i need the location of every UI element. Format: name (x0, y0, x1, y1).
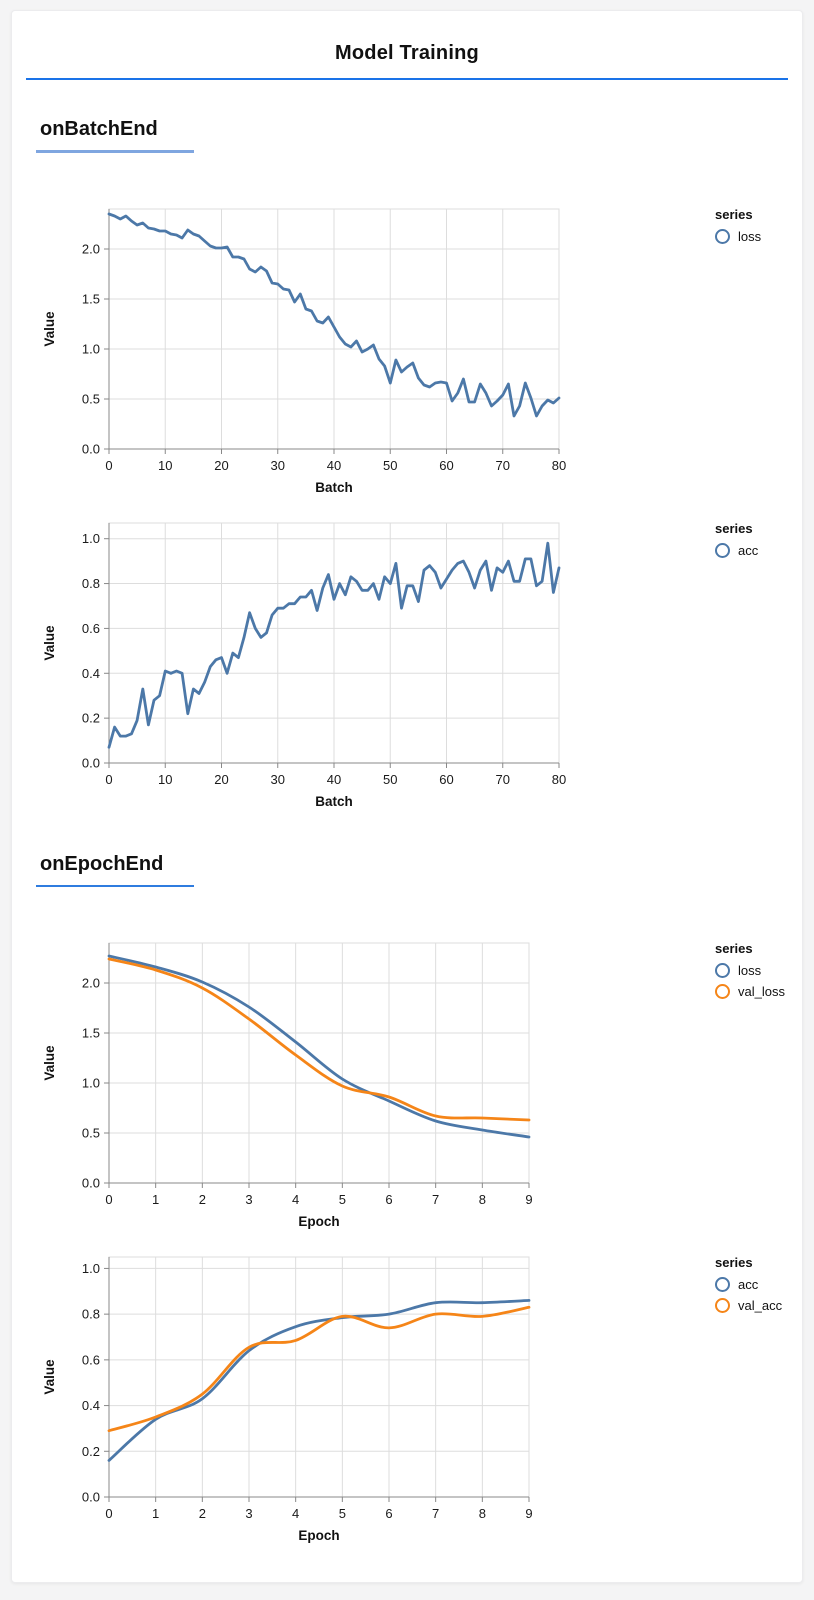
axes (104, 943, 529, 1188)
x-tick-label: 40 (326, 458, 342, 473)
legend-item-val_acc (715, 1298, 814, 1313)
legend (715, 1249, 814, 1319)
x-tick-label: 0 (105, 1506, 113, 1521)
legend-title: series (715, 1255, 753, 1270)
legend-ring-icon (715, 1298, 730, 1313)
x-tick-label: 8 (478, 1506, 486, 1521)
chart-acc-val_acc-vs-epoch (40, 1249, 802, 1549)
y-tick-label: 2.0 (81, 241, 100, 257)
x-tick-label: 10 (158, 458, 173, 473)
chart-plot (40, 1249, 715, 1549)
legend-item-acc (715, 543, 814, 558)
axes (104, 209, 559, 454)
y-axis-title: Value (42, 1359, 57, 1395)
y-tick-label: 0.8 (81, 1306, 100, 1322)
x-tick-label: 9 (525, 1506, 533, 1521)
visor-card (11, 10, 803, 1583)
x-tick-label: 30 (270, 458, 285, 473)
y-tick-label: 0.8 (81, 576, 100, 592)
x-tick-label: 2 (198, 1506, 206, 1521)
chart-plot (40, 935, 715, 1235)
legend-ring-icon (715, 229, 730, 244)
chart-loss-val_loss-vs-epoch (40, 935, 802, 1235)
legend-label: acc (738, 1277, 759, 1292)
x-tick-label: 60 (439, 772, 454, 787)
tick-labels (82, 242, 566, 474)
x-tick-label: 7 (432, 1506, 440, 1521)
legend (715, 515, 814, 564)
chart-plot (40, 201, 715, 501)
x-tick-label: 10 (158, 772, 173, 787)
x-tick-label: 30 (270, 772, 285, 787)
x-tick-label: 0 (105, 1192, 113, 1207)
tick-labels (82, 976, 533, 1208)
section-heading-onBatchEnd: onBatchEnd (40, 118, 158, 140)
section-onBatchEnd (12, 118, 802, 815)
legend-ring-icon (715, 1277, 730, 1292)
tick-labels (82, 1261, 533, 1521)
x-tick-label: 5 (338, 1506, 346, 1521)
x-tick-label: 5 (338, 1192, 346, 1207)
x-tick-label: 4 (292, 1506, 300, 1521)
chart-acc-vs-batch (40, 515, 802, 815)
legend-label: val_acc (738, 1298, 783, 1313)
title-underline (26, 78, 788, 80)
legend-title: series (715, 207, 753, 222)
legend-item-val_loss (715, 984, 814, 999)
x-tick-label: 20 (214, 458, 229, 473)
y-tick-label: 0.2 (81, 1443, 100, 1459)
y-tick-label: 0.0 (81, 1489, 100, 1505)
x-tick-label: 70 (495, 458, 510, 473)
x-tick-label: 1 (152, 1506, 160, 1521)
y-axis-title: Value (42, 625, 57, 661)
x-tick-label: 20 (214, 772, 229, 787)
y-tick-label: 0.4 (81, 1398, 100, 1414)
legend-ring-icon (715, 984, 730, 999)
y-tick-label: 0.0 (81, 441, 100, 457)
grid (109, 1257, 529, 1497)
x-tick-label: 0 (105, 458, 113, 473)
x-tick-label: 80 (551, 458, 567, 473)
x-axis-title: Batch (315, 480, 353, 495)
x-tick-label: 80 (551, 772, 567, 787)
x-tick-label: 6 (385, 1506, 393, 1521)
legend-label: val_loss (738, 984, 785, 999)
tick-labels (82, 531, 566, 787)
x-tick-label: 60 (439, 458, 454, 473)
legend-label: acc (738, 543, 759, 558)
legend-item-loss (715, 963, 814, 978)
y-tick-label: 0.5 (81, 1125, 100, 1141)
legend-item-loss (715, 229, 814, 244)
y-tick-label: 0.5 (81, 391, 100, 407)
series-line-acc (109, 1300, 529, 1460)
x-tick-label: 4 (292, 1192, 300, 1207)
chart-loss-vs-batch (40, 201, 802, 501)
legend-label: loss (738, 963, 762, 978)
y-tick-label: 0.4 (81, 665, 100, 681)
legend-title: series (715, 521, 753, 536)
y-tick-label: 0.0 (81, 755, 100, 771)
y-tick-label: 1.0 (81, 1075, 100, 1091)
x-tick-label: 8 (478, 1192, 486, 1207)
legend (715, 935, 814, 1005)
x-axis-title: Batch (315, 794, 353, 809)
y-tick-label: 2.0 (81, 975, 100, 991)
x-tick-label: 3 (245, 1506, 253, 1521)
section-underline-onEpochEnd (36, 885, 194, 887)
x-tick-label: 1 (152, 1192, 160, 1207)
y-tick-label: 1.0 (81, 1260, 100, 1276)
x-tick-label: 40 (326, 772, 342, 787)
y-tick-label: 1.5 (81, 291, 100, 307)
x-tick-label: 50 (383, 772, 398, 787)
y-tick-label: 1.0 (81, 341, 100, 357)
x-tick-label: 70 (495, 772, 510, 787)
axes (104, 1257, 529, 1502)
x-tick-label: 9 (525, 1192, 533, 1207)
x-axis-title: Epoch (298, 1528, 340, 1543)
x-tick-label: 6 (385, 1192, 393, 1207)
page-title: Model Training (335, 42, 479, 64)
section-underline-onBatchEnd (36, 150, 194, 153)
legend-item-acc (715, 1277, 814, 1292)
legend-label: loss (738, 229, 762, 244)
y-tick-label: 0.2 (81, 710, 100, 726)
legend (715, 201, 814, 250)
y-axis-title: Value (42, 1045, 57, 1081)
axes (104, 523, 559, 768)
x-tick-label: 0 (105, 772, 113, 787)
legend-ring-icon (715, 963, 730, 978)
x-tick-label: 50 (383, 458, 398, 473)
y-tick-label: 0.6 (81, 1352, 100, 1368)
x-tick-label: 7 (432, 1192, 440, 1207)
legend-ring-icon (715, 543, 730, 558)
plot-border (109, 1257, 529, 1497)
chart-plot (40, 515, 715, 815)
y-tick-label: 0.6 (81, 620, 100, 636)
section-heading-onEpochEnd: onEpochEnd (40, 853, 164, 875)
x-axis-title: Epoch (298, 1214, 340, 1229)
x-tick-label: 2 (198, 1192, 206, 1207)
legend-title: series (715, 941, 753, 956)
y-tick-label: 0.0 (81, 1175, 100, 1191)
section-onEpochEnd (12, 853, 802, 1549)
x-tick-label: 3 (245, 1192, 253, 1207)
grid (109, 523, 559, 763)
y-tick-label: 1.0 (81, 531, 100, 547)
y-tick-label: 1.5 (81, 1025, 100, 1041)
y-axis-title: Value (42, 311, 57, 347)
